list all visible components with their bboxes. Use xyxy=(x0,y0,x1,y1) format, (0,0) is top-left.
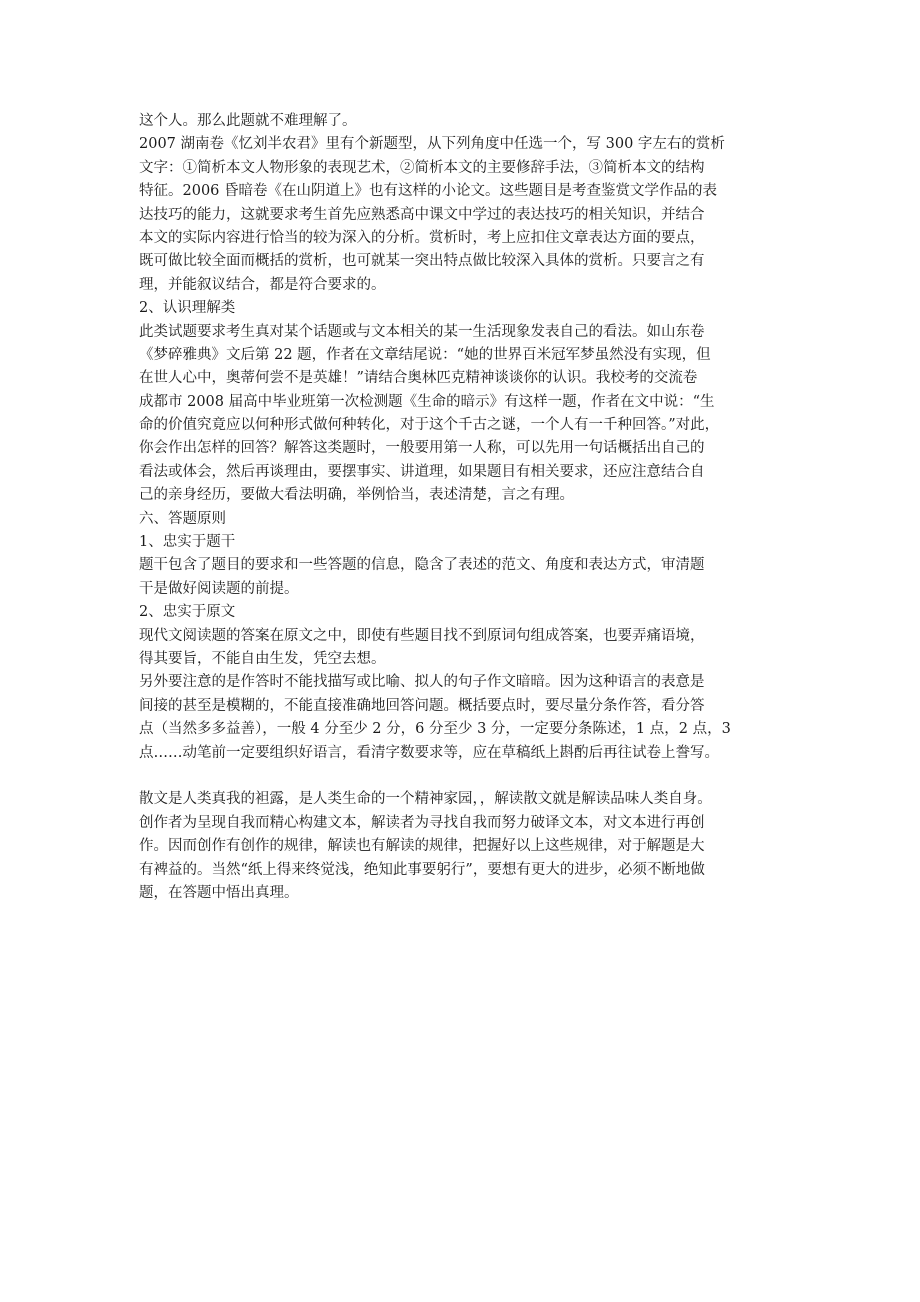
text-line: 干是做好阅读题的前提。 xyxy=(139,580,299,597)
text-line: 既可做比较全面而概括的赏析，也可就某一突出特点做比较深入具体的赏析。只要言之有 xyxy=(139,253,705,270)
text-line: 题，在答题中悟出真理。 xyxy=(139,884,299,901)
text-line: 你会作出怎样的回答？解答这类题时，一般要用第一人称，可以先用一句话概括出自己的 xyxy=(139,440,705,457)
text-line: 点……动笔前一定要组织好语言，看清字数要求等，应在草稿纸上斟酌后再往试卷上誊写。 xyxy=(139,744,719,761)
text-line: 六、答题原则 xyxy=(139,510,226,527)
text-line: 命的价值究竟应以何种形式做何种转化，对于这个千古之谜，一个人有一千种回答。”对此， xyxy=(139,417,720,434)
text-line: 成都市 2008 届高中毕业班第一次检测题《生命的暗示》有这样一题，作者在文中说：“生 xyxy=(139,393,715,410)
text-line: 在世人心中，奥蒂何尝不是英雄！”请结合奥林匹克精神谈谈你的认识。我校考的交流卷 xyxy=(139,370,698,387)
text-line: 特征。2006 昏暗卷《在山阴道上》也有这样的小论文。这些题目是考查鉴赏文学作品的表 xyxy=(139,183,718,200)
text-line: 点（当然多多益善），一般 4 分至少 2 分，6 分至少 3 分，一定要分条陈述，1 点，2 点，3 xyxy=(139,721,731,738)
text-line: 现代文阅读题的答案在原文之中，即使有些题目找不到原词句组成答案，也要弄痛语境， xyxy=(139,627,705,644)
text-line: 文字：①简析本文人物形象的表现艺术，②简析本文的主要修辞手法，③简析本文的结构 xyxy=(139,159,705,176)
text-block-closing xyxy=(139,788,799,905)
text-line: 散文是人类真我的袒露，是人类生命的一个精神家园，，解读散文就是解读品味人类自身。 xyxy=(139,791,712,808)
text-line: 此类试题要求考生真对某个话题或与文本相关的某一生活现象发表自己的看法。如山东卷 xyxy=(139,323,705,340)
text-line: 理，并能叙议结合，都是符合要求的。 xyxy=(139,276,386,293)
text-line: 这个人。那么此题就不难理解了。 xyxy=(139,113,357,129)
text-line: 创作者为呈现自我而精心构建文本，解读者为寻找自我而努力破译文本，对文本进行再创 xyxy=(139,814,705,831)
text-line: 间接的甚至是模糊的，不能直接准确地回答问题。概括要点时，要尽量分条作答，看分答 xyxy=(139,697,705,714)
text-block-main xyxy=(139,110,799,765)
text-line: 己的亲身经历，要做大看法明确，举例恰当，表述清楚，言之有理。 xyxy=(139,487,574,504)
text-line: 《梦碎雅典》文后第 22 题，作者在文章结尾说：“她的世界百米冠军梦虽然没有实现，但 xyxy=(139,346,711,363)
text-line: 作。因而创作有创作的规律，解读也有解读的规律，把握好以上这些规律，对于解题是大 xyxy=(139,838,705,855)
text-line: 2007 湖南卷《忆刘半农君》里有个新题型，从下列角度中任选一个，写 300 字左右的赏析 xyxy=(139,136,725,153)
text-line: 2、认识理解类 xyxy=(139,300,236,317)
text-line: 另外要注意的是作答时不能找描写或比喻、拟人的句子作文暗暗。因为这种语言的表意是 xyxy=(139,674,705,691)
text-line: 2、忠实于原文 xyxy=(139,604,236,621)
text-line: 有裨益的。当然“纸上得来终觉浅，绝知此事要躬行”，要想有更大的进步，必须不断地做 xyxy=(139,861,705,878)
text-line: 看法或体会，然后再谈理由，要摆事实、讲道理，如果题目有相关要求，还应注意结合自 xyxy=(139,463,705,480)
text-line: 达技巧的能力，这就要求考生首先应熟悉高中课文中学过的表达技巧的相关知识，并结合 xyxy=(139,206,705,223)
text-line: 1、忠实于题干 xyxy=(139,534,236,551)
text-line: 得其要旨，不能自由生发，凭空去想。 xyxy=(139,650,386,667)
text-line: 本文的实际内容进行恰当的较为深入的分析。赏析时，考上应扣住文章表达方面的要点， xyxy=(139,229,705,246)
text-line: 题干包含了题目的要求和一些答题的信息，隐含了表述的范文、角度和表达方式，审清题 xyxy=(139,557,705,574)
paragraph-gap xyxy=(139,765,799,788)
document-body xyxy=(139,110,799,905)
